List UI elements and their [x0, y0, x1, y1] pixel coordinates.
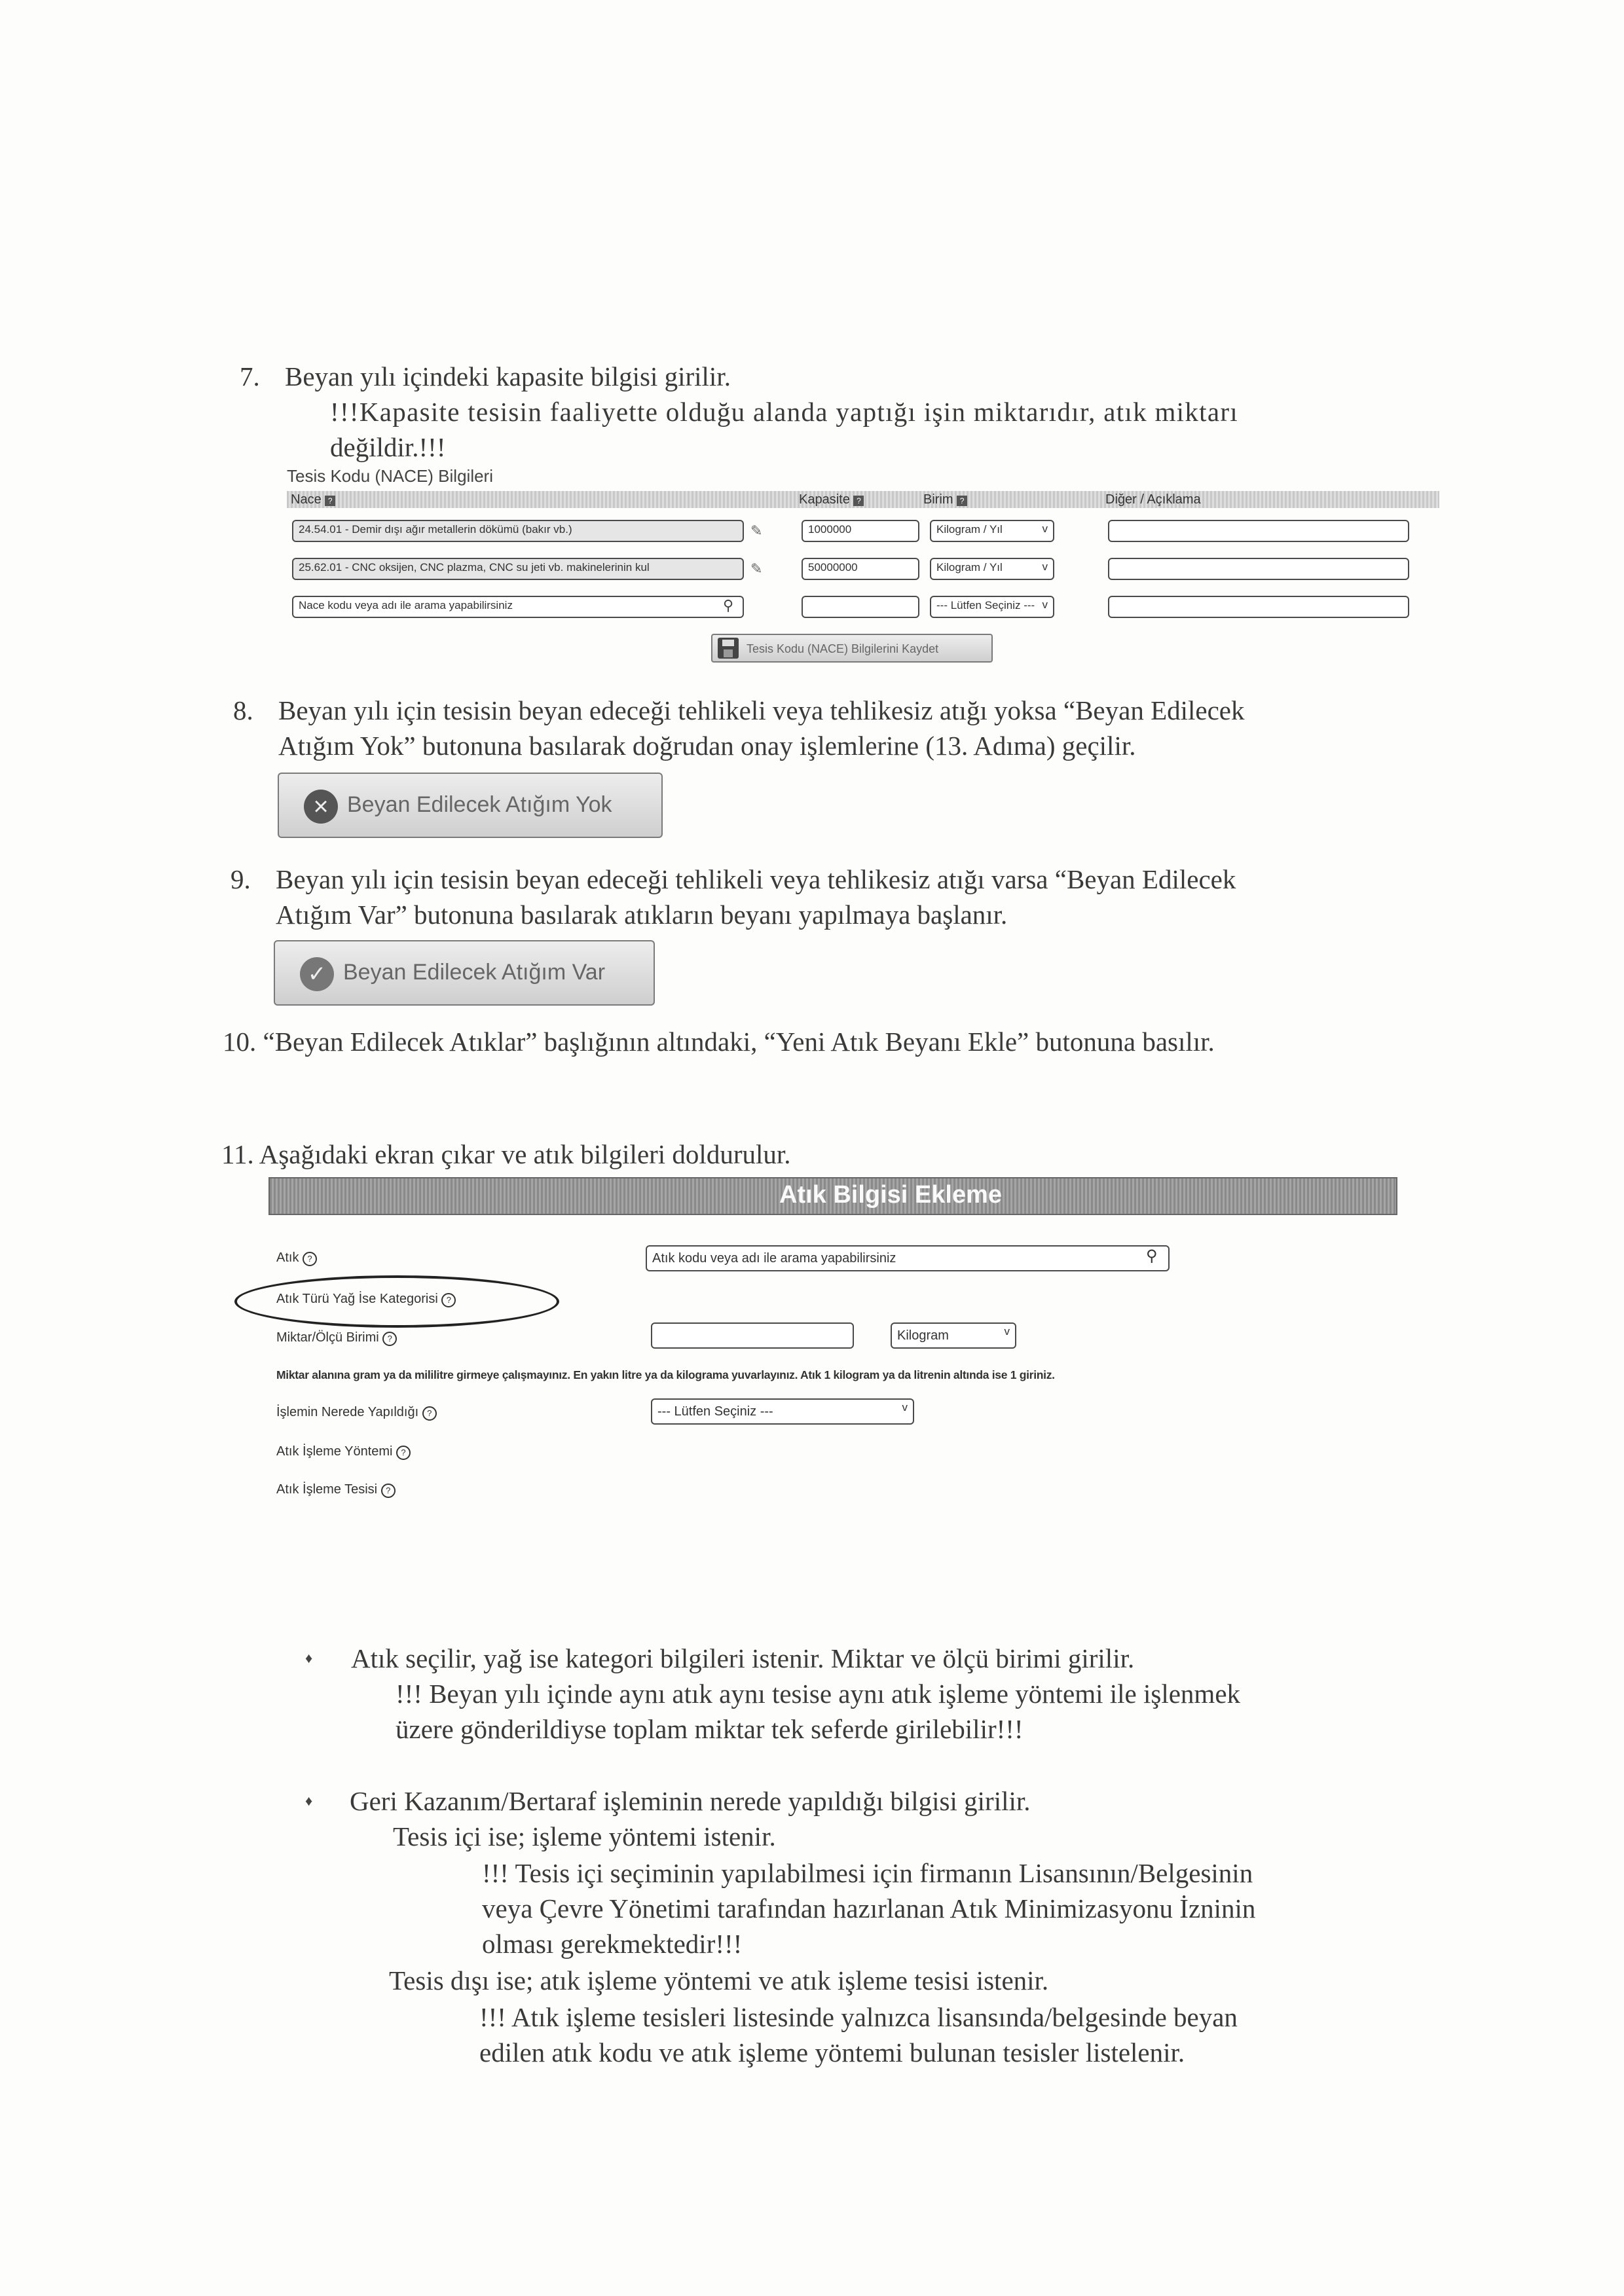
birim-select-row-2[interactable]: Kilogram / Yıl v	[930, 558, 1054, 580]
no-waste-label: Beyan Edilecek Atığım Yok	[347, 792, 612, 817]
help-icon[interactable]: ?	[382, 1332, 397, 1346]
diger-field-row-2[interactable]	[1108, 558, 1409, 580]
save-nace-button[interactable]	[711, 634, 993, 663]
save-nace-label: Tesis Kodu (NACE) Bilgilerini Kaydet	[747, 642, 939, 655]
birim-header: Birim ?	[923, 492, 967, 507]
save-icon	[718, 638, 739, 659]
bullet-1-line-1: Atık seçilir, yağ ise kategori bilgileri istenir. Miktar ve ölçü birimi girilir.	[351, 1643, 1135, 1673]
step-8-number: 8.	[233, 695, 253, 725]
has-waste-button[interactable]	[274, 940, 655, 1006]
step-9-number: 9.	[231, 864, 251, 894]
help-icon[interactable]: ?	[441, 1293, 456, 1307]
help-icon[interactable]: ?	[381, 1484, 396, 1498]
help-icon[interactable]: ?	[853, 496, 864, 506]
search-icon[interactable]: ⚲	[723, 597, 734, 613]
bullet-icon: ♦	[305, 1650, 313, 1666]
bullet-2-line-2: Tesis içi ise; işleme yöntemi istenir.	[393, 1821, 776, 1851]
bullet-icon: ♦	[305, 1793, 313, 1809]
kapasite-field-row-1[interactable]: 1000000	[802, 520, 919, 542]
miktar-label: Miktar/Ölçü Birimi ?	[276, 1330, 397, 1346]
nace-field-row-2[interactable]: 25.62.01 - CNC oksijen, CNC plazma, CNC su jeti vb. makinelerinin kul	[292, 558, 744, 580]
kapasite-header: Kapasite ?	[799, 492, 864, 507]
step-7-warning: !!!Kapasite tesisin faaliyette olduğu alanda yaptığı işin miktarıdır, atık miktarı	[330, 397, 1238, 427]
bullet-2-line-6: Tesis dışı ise; atık işleme yöntemi ve atık işleme tesisi istenir.	[389, 1965, 1049, 1995]
has-waste-label: Beyan Edilecek Atığım Var	[343, 960, 606, 985]
yag-kategori-label: Atık Türü Yağ İse Kategorisi ?	[276, 1292, 456, 1307]
miktar-input[interactable]	[651, 1322, 854, 1349]
atik-form	[268, 1177, 1401, 1544]
bullet-2-line-4: veya Çevre Yönetimi tarafından hazırlanan Atık Minimizasyonu İzninin	[482, 1893, 1256, 1923]
step-11-text: 11. Aşağıdaki ekran çıkar ve atık bilgileri doldurulur.	[221, 1139, 791, 1169]
step-9-text: Beyan yılı için tesisin beyan edeceği tehlikeli veya tehlikesiz atığı varsa “Beyan Edilecek	[276, 864, 1236, 894]
nace-panel	[287, 466, 1439, 663]
isleme-tesisi-label: Atık İşleme Tesisi ?	[276, 1482, 396, 1498]
atik-label: Atık ?	[276, 1250, 317, 1266]
step-7-number: 7.	[240, 361, 260, 392]
step-9-text-2: Atığım Var” butonuna basılarak atıkların beyanı yapılmaya başlanır.	[276, 900, 1008, 930]
birim-select-row-3[interactable]: --- Lütfen Seçiniz --- v	[930, 596, 1054, 618]
step-10-text: 10. “Beyan Edilecek Atıklar” başlığının altındaki, “Yeni Atık Beyanı Ekle” butonuna basılır.	[223, 1027, 1215, 1057]
nace-header: Nace ?	[291, 492, 335, 507]
bullet-2-line-5: olması gerekmektedir!!!	[482, 1929, 743, 1959]
bullet-2-line-3: !!! Tesis içi seçiminin yapılabilmesi için firmanın Lisansının/Belgesinin	[482, 1858, 1253, 1888]
cancel-icon: ×	[304, 790, 338, 824]
help-icon[interactable]: ?	[957, 496, 967, 506]
diger-field-row-3[interactable]	[1108, 596, 1409, 618]
help-icon[interactable]: ?	[325, 496, 335, 506]
bullet-2-line-8: edilen atık kodu ve atık işleme yöntemi bulunan tesisler listelenir.	[479, 2037, 1185, 2068]
birim-select-row-1[interactable]: Kilogram / Yıl v	[930, 520, 1054, 542]
unit-select[interactable]: Kilogram v	[891, 1322, 1016, 1349]
no-waste-button[interactable]	[278, 773, 663, 838]
step-8-text-2: Atığım Yok” butonuna basılarak doğrudan onay işlemlerine (13. Adıma) geçilir.	[278, 731, 1136, 761]
diger-field-row-1[interactable]	[1108, 520, 1409, 542]
bullet-1-line-3: üzere gönderildiyse toplam miktar tek seferde girilebilir!!!	[396, 1714, 1024, 1744]
bullet-2-line-1: Geri Kazanım/Bertaraf işleminin nerede yapıldığı bilgisi girilir.	[350, 1786, 1031, 1816]
bullet-2-line-7: !!! Atık işleme tesisleri listesinde yalnızca lisansında/belgesinde beyan	[479, 2002, 1238, 2032]
kapasite-field-row-2[interactable]: 50000000	[802, 558, 919, 580]
edit-icon[interactable]: ✎	[750, 560, 763, 577]
islem-yeri-label: İşlemin Nerede Yapıldığı ?	[276, 1405, 437, 1421]
step-8-text: Beyan yılı için tesisin beyan edeceği tehlikeli veya tehlikesiz atığı yoksa “Beyan Edilecek	[278, 695, 1245, 725]
checkmark-icon: ✓	[300, 957, 334, 991]
form-title: Atık Bilgisi Ekleme	[779, 1181, 1003, 1209]
help-icon[interactable]: ?	[396, 1446, 411, 1460]
nace-panel-title: Tesis Kodu (NACE) Bilgileri	[287, 466, 493, 486]
step-7-text: Beyan yılı içindeki kapasite bilgisi girilir.	[285, 361, 731, 392]
diger-header: Diğer / Açıklama	[1105, 492, 1201, 507]
step-7-warning-end: değildir.!!!	[330, 432, 446, 462]
atik-search-input[interactable]: Atık kodu veya adı ile arama yapabilirsiniz	[646, 1245, 1170, 1271]
nace-field-row-1[interactable]: 24.54.01 - Demir dışı ağır metallerin dökümü (bakır vb.)	[292, 520, 744, 542]
islem-yeri-select[interactable]: --- Lütfen Seçiniz --- v	[651, 1398, 914, 1425]
isleme-yontemi-label: Atık İşleme Yöntemi ?	[276, 1444, 411, 1460]
miktar-note: Miktar alanına gram ya da mililitre girmeye çalışmayınız. En yakın litre ya da kilograma yuvarlayınız. Atık 1 kilogram ya da litrenin altında ise 1 giriniz.	[276, 1368, 1055, 1381]
help-icon[interactable]: ?	[303, 1252, 317, 1266]
kapasite-field-row-3[interactable]	[802, 596, 919, 618]
help-icon[interactable]: ?	[422, 1406, 437, 1421]
nace-search-input[interactable]: Nace kodu veya adı ile arama yapabilirsiniz	[292, 596, 744, 618]
edit-icon[interactable]: ✎	[750, 522, 763, 539]
bullet-1-line-2: !!! Beyan yılı içinde aynı atık aynı tesise aynı atık işleme yöntemi ile işlenmek	[396, 1679, 1241, 1709]
search-icon[interactable]: ⚲	[1146, 1248, 1158, 1265]
